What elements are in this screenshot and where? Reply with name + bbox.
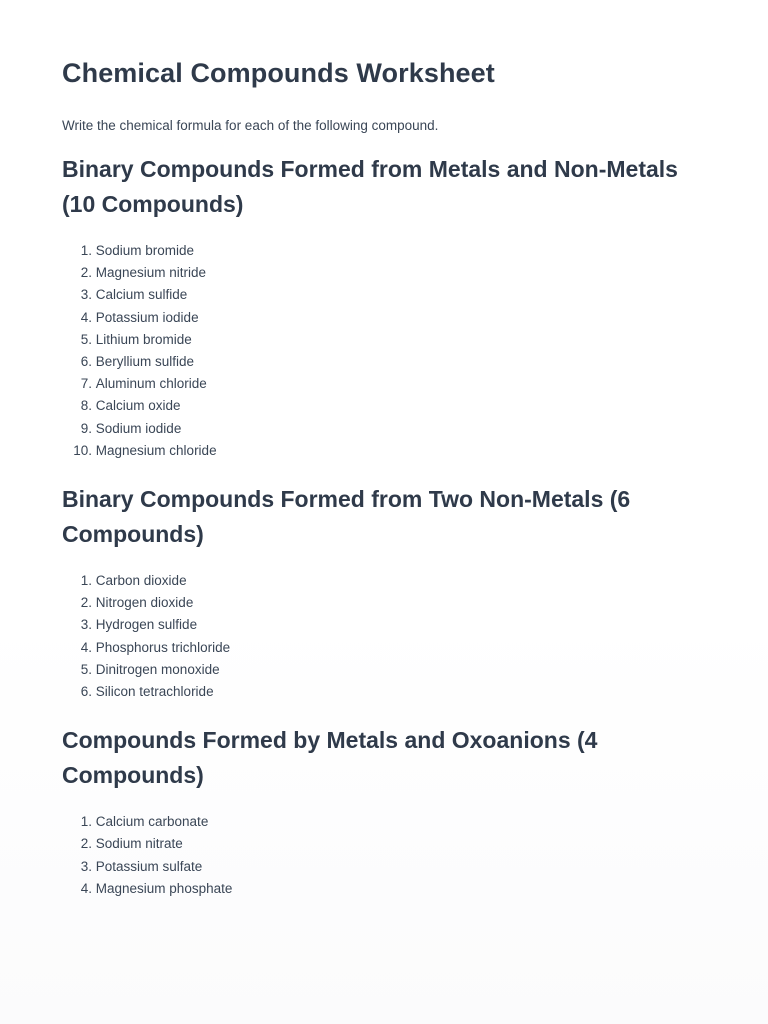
section-heading: Compounds Formed by Metals and Oxoanions (4 Compounds) xyxy=(62,727,598,789)
item-number: 1. xyxy=(80,573,92,589)
item-text: Potassium iodide xyxy=(95,309,199,325)
item-text: Silicon tetrachloride xyxy=(95,684,214,700)
list-item xyxy=(62,329,706,351)
list-item xyxy=(62,240,706,262)
item-number: 8. xyxy=(80,398,92,414)
list-item xyxy=(62,856,706,878)
item-text: Aluminum chloride xyxy=(95,376,207,392)
item-number: 4. xyxy=(80,309,92,325)
item-text: Calcium carbonate xyxy=(95,814,209,830)
compound-list xyxy=(62,240,706,462)
item-number: 2. xyxy=(80,836,92,852)
list-item xyxy=(62,284,706,306)
compound-list xyxy=(62,570,706,703)
item-number: 1. xyxy=(80,814,92,830)
list-item xyxy=(62,395,706,417)
section-two-nonmetals xyxy=(62,482,706,703)
item-text: Sodium bromide xyxy=(95,243,195,258)
item-number: 4. xyxy=(80,639,92,655)
list-item xyxy=(62,351,706,373)
item-number: 3. xyxy=(80,287,92,303)
item-number: 9. xyxy=(80,420,92,436)
item-text: Magnesium phosphate xyxy=(95,880,233,896)
item-number: 5. xyxy=(80,331,92,347)
list-item xyxy=(62,262,706,284)
item-number: 2. xyxy=(80,265,92,281)
item-text: Carbon dioxide xyxy=(95,573,187,589)
list-item xyxy=(62,811,706,833)
item-number: 3. xyxy=(80,858,92,874)
list-item xyxy=(62,833,706,855)
section-heading: Binary Compounds Formed from Two Non-Metals (6 Compounds) xyxy=(62,486,631,548)
section-metals-nonmetals xyxy=(62,152,706,462)
item-text: Potassium sulfate xyxy=(95,858,203,874)
item-text: Magnesium chloride xyxy=(95,442,217,458)
item-text: Sodium iodide xyxy=(95,420,182,436)
list-item xyxy=(62,307,706,329)
item-text: Phosphorus trichloride xyxy=(95,639,231,655)
item-text: Calcium sulfide xyxy=(95,287,188,303)
item-number: 6. xyxy=(80,684,92,700)
list-item xyxy=(62,878,706,900)
section-metals-oxoanions xyxy=(62,723,706,900)
item-number: 4. xyxy=(80,880,92,896)
section-heading: Binary Compounds Formed from Metals and Non-Metals (10 Compounds) xyxy=(62,156,678,217)
list-item xyxy=(62,440,706,462)
item-text: Nitrogen dioxide xyxy=(95,595,194,611)
item-text: Hydrogen sulfide xyxy=(95,617,198,633)
item-number: 1. xyxy=(80,243,92,258)
item-text: Lithium bromide xyxy=(95,331,192,347)
instructions-text: Write the chemical formula for each of the following compound. xyxy=(62,118,439,133)
page-title: Chemical Compounds Worksheet xyxy=(62,58,495,88)
item-text: Dinitrogen monoxide xyxy=(95,661,220,677)
list-item xyxy=(62,659,706,681)
list-item xyxy=(62,373,706,395)
item-number: 5. xyxy=(80,661,92,677)
item-text: Calcium oxide xyxy=(95,398,181,414)
item-number: 3. xyxy=(80,617,92,633)
list-item xyxy=(62,637,706,659)
list-item xyxy=(62,592,706,614)
item-text: Sodium nitrate xyxy=(95,836,183,852)
compound-list xyxy=(62,811,706,900)
item-number: 2. xyxy=(80,595,92,611)
list-item xyxy=(62,418,706,440)
item-text: Beryllium sulfide xyxy=(95,354,195,370)
item-text: Magnesium nitride xyxy=(95,265,207,281)
list-item xyxy=(62,681,706,703)
item-number: 7. xyxy=(80,376,92,392)
list-item xyxy=(62,570,706,592)
list-item xyxy=(62,614,706,636)
item-number: 6. xyxy=(80,354,92,370)
item-number: 10. xyxy=(73,442,92,458)
